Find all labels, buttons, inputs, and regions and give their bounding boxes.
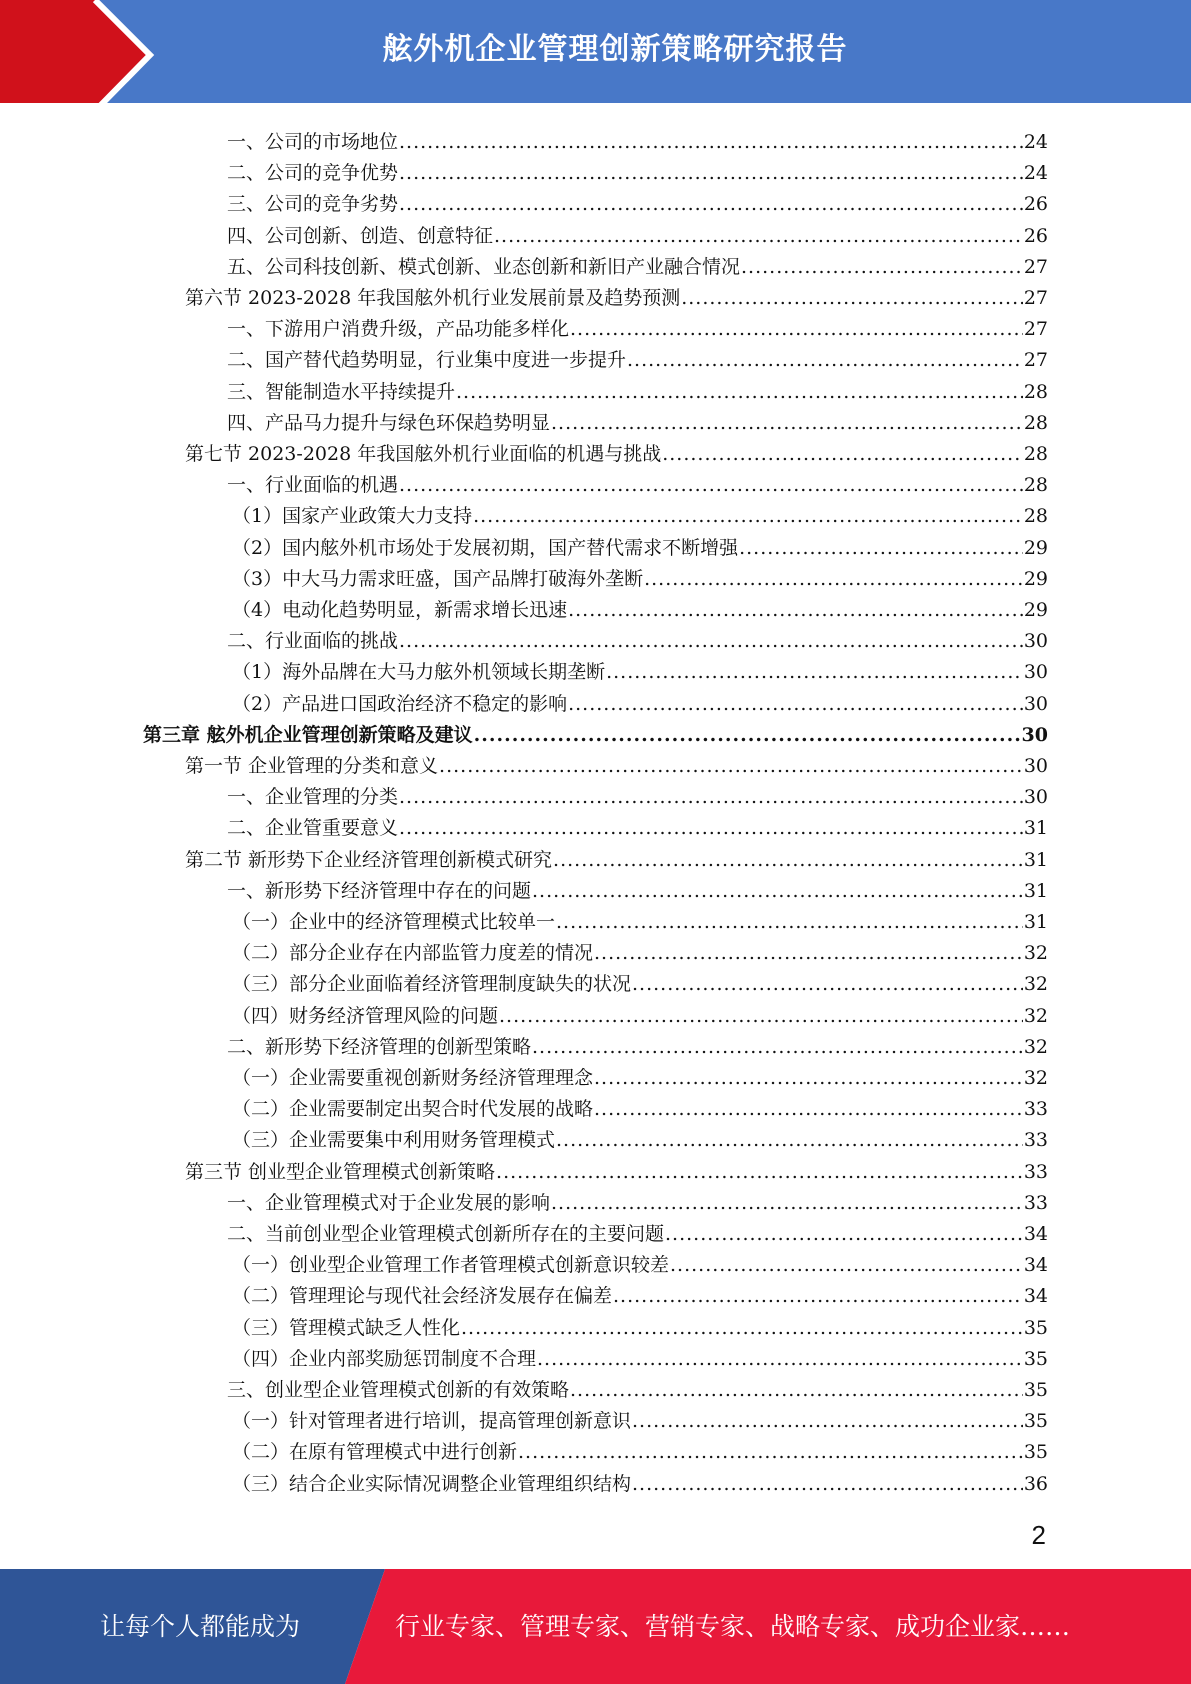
- toc-entry[interactable]: [232, 1437, 1048, 1468]
- toc-entry-title: 第三节 创业型企业管理模式创新策略: [185, 1160, 496, 1183]
- page-header: [0, 0, 1191, 111]
- toc-entry-page: 36: [1023, 1472, 1048, 1495]
- toc-entry[interactable]: [185, 845, 1048, 876]
- toc-entry[interactable]: [185, 439, 1048, 470]
- toc-dot-leader: [662, 439, 1023, 470]
- toc-entry[interactable]: [232, 1281, 1048, 1312]
- toc-entry-page: 28: [1023, 505, 1048, 528]
- toc-entry-page: 28: [1023, 474, 1048, 497]
- toc-entry[interactable]: [232, 501, 1048, 532]
- toc-entry-page: 30: [1023, 755, 1048, 777]
- toc-entry-title: （2）产品进口国政治经济不稳定的影响: [232, 692, 568, 715]
- toc-dot-leader: [632, 1406, 1023, 1437]
- toc-entry[interactable]: [227, 189, 1048, 220]
- toc-entry-title: 四、公司创新、创造、创意特征: [227, 224, 494, 247]
- toc-dot-leader: [532, 876, 1023, 907]
- toc-entry-title: 第六节 2023-2028 年我国舷外机行业发展前景及趋势预测: [185, 287, 681, 309]
- toc-entry-page: 31: [1023, 879, 1048, 902]
- toc-entry[interactable]: [232, 533, 1048, 564]
- toc-dot-leader: [537, 1344, 1023, 1375]
- toc-dot-leader: [570, 314, 1023, 345]
- toc-dot-leader: [568, 689, 1023, 720]
- toc-dot-leader: [399, 626, 1023, 657]
- toc-entry-page: 32: [1023, 1004, 1048, 1027]
- toc-entry-page: 27: [1023, 287, 1048, 309]
- toc-dot-leader: [613, 1281, 1023, 1312]
- toc-entry-title: （2）国内舷外机市场处于发展初期，国产替代需求不断增强: [232, 536, 739, 559]
- toc-entry-page: 27: [1023, 349, 1048, 372]
- toc-entry-title: 一、企业管理的分类: [227, 786, 399, 809]
- toc-entry-page: 28: [1023, 380, 1048, 403]
- toc-entry-page: 34: [1023, 1223, 1048, 1245]
- toc-dot-leader: [568, 595, 1023, 626]
- toc-entry-title: 四、产品马力提升与绿色环保趋势明显: [227, 411, 551, 434]
- toc-entry[interactable]: [227, 1188, 1048, 1219]
- toc-entry-page: 35: [1023, 1347, 1048, 1370]
- toc-entry[interactable]: [232, 938, 1048, 969]
- toc-entry-title: 一、行业面临的机遇: [227, 474, 399, 497]
- toc-entry[interactable]: [227, 470, 1048, 501]
- toc-entry-title: 一、下游用户消费升级，产品功能多样化: [227, 318, 570, 341]
- toc-entry-title: 第一节 企业管理的分类和意义: [185, 755, 439, 777]
- toc-entry-page: 29: [1023, 536, 1048, 559]
- toc-entry[interactable]: [232, 1125, 1048, 1156]
- toc-dot-leader: [681, 283, 1023, 314]
- toc-entry-title: 二、新形势下经济管理的创新型策略: [227, 1035, 532, 1058]
- toc-entry-title: （4）电动化趋势明显，新需求增长迅速: [232, 599, 568, 621]
- toc-entry-page: 33: [1023, 1129, 1048, 1152]
- toc-entry-title: 二、国产替代趋势明显，行业集中度进一步提升: [227, 349, 627, 372]
- toc-entry[interactable]: [227, 782, 1048, 813]
- toc-dot-leader: [456, 377, 1023, 408]
- toc-entry-page: 30: [1023, 786, 1048, 809]
- toc-entry[interactable]: [232, 1250, 1048, 1281]
- toc-dot-leader: [399, 127, 1023, 158]
- toc-entry[interactable]: [232, 657, 1048, 688]
- toc-entry-page: 35: [1023, 1410, 1048, 1433]
- toc-dot-leader: [399, 782, 1023, 813]
- toc-entry-title: 第二节 新形势下企业经济管理创新模式研究: [185, 848, 553, 871]
- toc-entry[interactable]: [232, 1406, 1048, 1437]
- toc-entry-page: 35: [1023, 1441, 1048, 1464]
- toc-entry-page: 27: [1023, 318, 1048, 341]
- toc-dot-leader: [741, 252, 1023, 283]
- toc-entry-title: （一）企业需要重视创新财务经济管理理念: [232, 1067, 594, 1089]
- toc-entry-page: 28: [1023, 411, 1048, 434]
- toc-dot-leader: [594, 938, 1023, 969]
- toc-entry[interactable]: [232, 564, 1048, 595]
- toc-entry-page: 32: [1023, 1035, 1048, 1058]
- toc-entry-page: 35: [1023, 1316, 1048, 1339]
- toc-entry-title: （一）企业中的经济管理模式比较单一: [232, 911, 556, 933]
- toc-dot-leader: [670, 1250, 1023, 1281]
- toc-entry-page: 27: [1023, 255, 1048, 278]
- toc-entry[interactable]: [232, 969, 1048, 1000]
- toc-entry[interactable]: [232, 1063, 1048, 1094]
- toc-entry-title: （二）部分企业存在内部监管力度差的情况: [232, 942, 594, 965]
- toc-entry[interactable]: [232, 1344, 1048, 1375]
- toc-dot-leader: [627, 345, 1023, 376]
- toc-dot-leader: [606, 657, 1023, 688]
- page-footer: [0, 1569, 1191, 1684]
- toc-entry[interactable]: [232, 689, 1048, 720]
- toc-entry-page: 32: [1023, 1067, 1048, 1089]
- toc-entry-page: 28: [1023, 443, 1048, 465]
- toc-entry-title: （四）财务经济管理风险的问题: [232, 1004, 499, 1027]
- toc-dot-leader: [399, 158, 1023, 189]
- toc-entry[interactable]: [227, 158, 1048, 189]
- toc-entry[interactable]: [227, 1219, 1048, 1250]
- toc-entry[interactable]: [232, 1001, 1048, 1032]
- toc-entry-page: 35: [1023, 1379, 1048, 1401]
- toc-entry-page: 31: [1023, 817, 1048, 840]
- toc-dot-leader: [399, 813, 1023, 844]
- toc-dot-leader: [461, 1313, 1023, 1344]
- toc-dot-leader: [594, 1063, 1023, 1094]
- toc-entry[interactable]: [227, 127, 1048, 158]
- toc-dot-leader: [551, 408, 1023, 439]
- toc-entry[interactable]: [227, 377, 1048, 408]
- toc-entry-page: 29: [1023, 567, 1048, 590]
- toc-entry[interactable]: [227, 345, 1048, 376]
- toc-entry-title: （三）管理模式缺乏人性化: [232, 1316, 461, 1339]
- toc-entry-page: 32: [1023, 973, 1048, 996]
- toc-entry-page: 32: [1023, 942, 1048, 965]
- toc-entry[interactable]: [143, 720, 1048, 751]
- toc-dot-leader: [474, 720, 1021, 751]
- toc-entry[interactable]: [227, 1375, 1048, 1406]
- toc-entry-title: （四）企业内部奖励惩罚制度不合理: [232, 1347, 537, 1370]
- toc-entry[interactable]: [227, 252, 1048, 283]
- toc-entry-title: （3）中大马力需求旺盛，国产品牌打破海外垄断: [232, 567, 644, 590]
- toc-entry[interactable]: [185, 1157, 1048, 1188]
- toc-entry[interactable]: [227, 876, 1048, 907]
- toc-entry-title: 二、公司的竞争优势: [227, 162, 399, 185]
- toc-entry-title: 第七节 2023-2028 年我国舷外机行业面临的机遇与挑战: [185, 443, 662, 465]
- toc-entry-page: 34: [1023, 1254, 1048, 1277]
- toc-entry-title: （一）针对管理者进行培训，提高管理创新意识: [232, 1410, 632, 1433]
- toc-dot-leader: [570, 1375, 1023, 1406]
- toc-entry-title: （三）企业需要集中利用财务管理模式: [232, 1129, 556, 1152]
- toc-entry[interactable]: [227, 813, 1048, 844]
- toc-entry-page: 30: [1023, 630, 1048, 653]
- toc-entry[interactable]: [227, 408, 1048, 439]
- toc-entry-title: （一）创业型企业管理工作者管理模式创新意识较差: [232, 1254, 670, 1277]
- toc-dot-leader: [439, 751, 1023, 782]
- toc-entry-page: 33: [1023, 1191, 1048, 1214]
- toc-entry-title: 三、智能制造水平持续提升: [227, 380, 456, 403]
- toc-entry-page: 30: [1021, 723, 1048, 746]
- toc-entry[interactable]: [185, 283, 1048, 314]
- toc-dot-leader: [494, 221, 1023, 252]
- toc-dot-leader: [499, 1001, 1023, 1032]
- toc-dot-leader: [556, 907, 1023, 938]
- toc-entry-page: 31: [1023, 911, 1048, 933]
- toc-dot-leader: [632, 1469, 1023, 1500]
- page-number: 2: [1031, 1520, 1046, 1550]
- toc-entry-title: 一、企业管理模式对于企业发展的影响: [227, 1191, 551, 1214]
- toc-entry-title: （1）国家产业政策大力支持: [232, 505, 473, 528]
- toc-entry[interactable]: [227, 221, 1048, 252]
- toc-entry-title: 二、企业管重要意义: [227, 817, 399, 840]
- toc-entry-title: 三、创业型企业管理模式创新的有效策略: [227, 1379, 570, 1401]
- toc-entry-page: 24: [1023, 131, 1048, 153]
- toc-dot-leader: [532, 1032, 1023, 1063]
- toc-entry-page: 31: [1023, 848, 1048, 871]
- footer-slogan-left: 让每个人都能成为: [99, 1612, 300, 1641]
- toc-entry[interactable]: [232, 1313, 1048, 1344]
- toc-entry-page: 29: [1023, 599, 1048, 621]
- toc-entry-page: 26: [1023, 193, 1048, 216]
- toc-dot-leader: [556, 1125, 1023, 1156]
- toc-dot-leader: [739, 533, 1023, 564]
- toc-entry-page: 34: [1023, 1285, 1048, 1308]
- toc-entry-page: 30: [1023, 661, 1048, 684]
- toc-entry-page: 26: [1023, 224, 1048, 247]
- toc-entry[interactable]: [232, 595, 1048, 626]
- toc-entry-page: 33: [1023, 1098, 1048, 1121]
- footer-slogan-right: 行业专家、管理专家、营销专家、战略专家、成功企业家……: [395, 1612, 1071, 1641]
- toc-dot-leader: [496, 1157, 1023, 1188]
- toc-dot-leader: [473, 501, 1023, 532]
- toc-dot-leader: [399, 470, 1023, 501]
- toc-dot-leader: [518, 1437, 1023, 1468]
- toc-dot-leader: [553, 845, 1023, 876]
- toc-dot-leader: [551, 1188, 1023, 1219]
- toc-entry-title: （三）部分企业面临着经济管理制度缺失的状况: [232, 973, 632, 996]
- toc-entry-page: 30: [1023, 692, 1048, 715]
- toc-entry-title: （二）管理理论与现代社会经济发展存在偏差: [232, 1285, 613, 1308]
- toc-entry-title: （三）结合企业实际情况调整企业管理组织结构: [232, 1472, 632, 1495]
- toc-dot-leader: [632, 969, 1023, 1000]
- toc-entry[interactable]: [232, 1094, 1048, 1125]
- toc-entry-title: （1）海外品牌在大马力舷外机领域长期垄断: [232, 661, 606, 684]
- toc-entry-title: 五、公司科技创新、模式创新、业态创新和新旧产业融合情况: [227, 255, 741, 278]
- toc-entry[interactable]: [232, 907, 1048, 938]
- toc-entry-title: 二、行业面临的挑战: [227, 630, 399, 653]
- toc-dot-leader: [665, 1219, 1023, 1250]
- toc-entry-page: 33: [1023, 1160, 1048, 1183]
- toc-dot-leader: [399, 189, 1023, 220]
- toc-entry[interactable]: [227, 626, 1048, 657]
- toc-entry-title: 二、当前创业型企业管理模式创新所存在的主要问题: [227, 1223, 665, 1245]
- report-title: 舷外机企业管理创新策略研究报告: [382, 32, 848, 67]
- toc-entry-title: （二）企业需要制定出契合时代发展的战略: [232, 1098, 594, 1121]
- toc-dot-leader: [594, 1094, 1023, 1125]
- toc-entry-title: 第三章 舷外机企业管理创新策略及建议: [143, 723, 473, 746]
- toc-entry[interactable]: [185, 751, 1048, 782]
- toc-entry-title: 一、公司的市场地位: [227, 131, 399, 153]
- toc-dot-leader: [644, 564, 1023, 595]
- toc-entry-title: 三、公司的竞争劣势: [227, 193, 399, 216]
- toc-entry[interactable]: [227, 1032, 1048, 1063]
- toc-entry-page: 24: [1023, 162, 1048, 185]
- toc-entry[interactable]: [232, 1469, 1048, 1500]
- toc-entry-title: （二）在原有管理模式中进行创新: [232, 1441, 518, 1464]
- toc-entry-title: 一、新形势下经济管理中存在的问题: [227, 879, 532, 902]
- toc-entry[interactable]: [227, 314, 1048, 345]
